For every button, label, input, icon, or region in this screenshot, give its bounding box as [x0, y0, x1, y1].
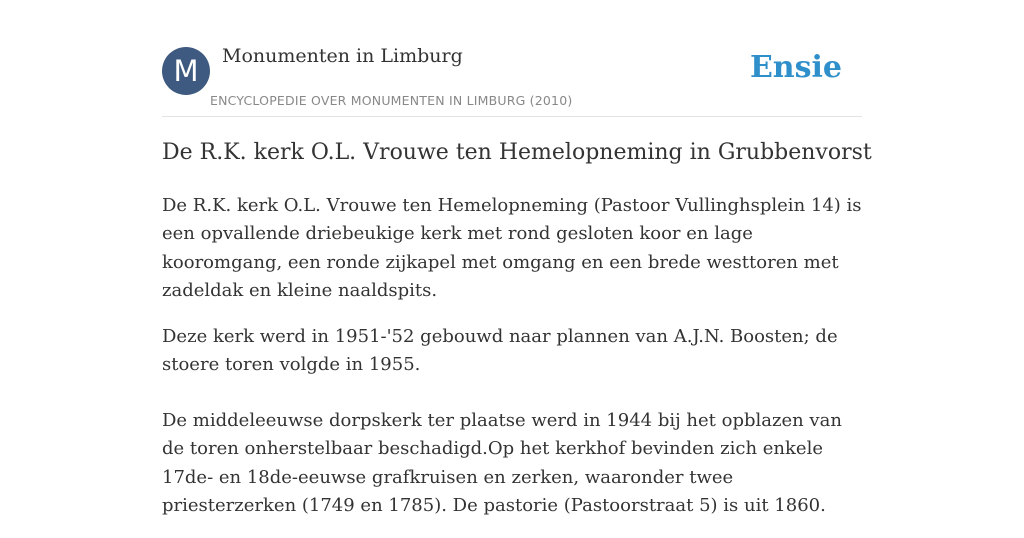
- paragraph: [162, 323, 862, 398]
- source-title[interactable]: Monumenten in Limburg: [222, 45, 463, 67]
- avatar[interactable]: M: [162, 47, 210, 95]
- paragraph-text: Deze kerk werd in 1951-'52 gebouwd naar plannen van A.J.N. Boosten; de stoere toren volgde in 1955.: [162, 326, 838, 376]
- source-header: [162, 0, 862, 117]
- source-subtitle: ENCYCLOPEDIE OVER MONUMENTEN IN LIMBURG (2010): [210, 93, 573, 108]
- paragraph-text: De middeleeuwse dorpskerk ter plaatse werd in 1944 bij het opblazen van de toren onherstelbaar beschadigd.Op het kerkhof bevinden zich enkele 17de- en 18de-eeuwse grafkruisen en zerken, waaronder twee priesterzerken (1749 en 1785). De pastorie (Pastoorstraat 5) is uit 1860.: [162, 410, 842, 516]
- article-title: De R.K. kerk O.L. Vrouwe ten Hemelopneming in Grubbenvorst: [162, 140, 872, 165]
- paragraph: [162, 192, 862, 323]
- brand-logo-link[interactable]: Ensie: [749, 50, 842, 85]
- page: [162, 0, 872, 516]
- paragraph-text: De R.K. kerk O.L. Vrouwe ten Hemelopneming (Pastoor Vullinghsplein 14) is een opvallende driebeukige kerk met rond gesloten koor en lage kooromgang, een ronde zijkapel met omgang en een brede westtoren met zadeldak en kleine naaldspits.: [162, 195, 862, 301]
- paragraph: [162, 407, 862, 538]
